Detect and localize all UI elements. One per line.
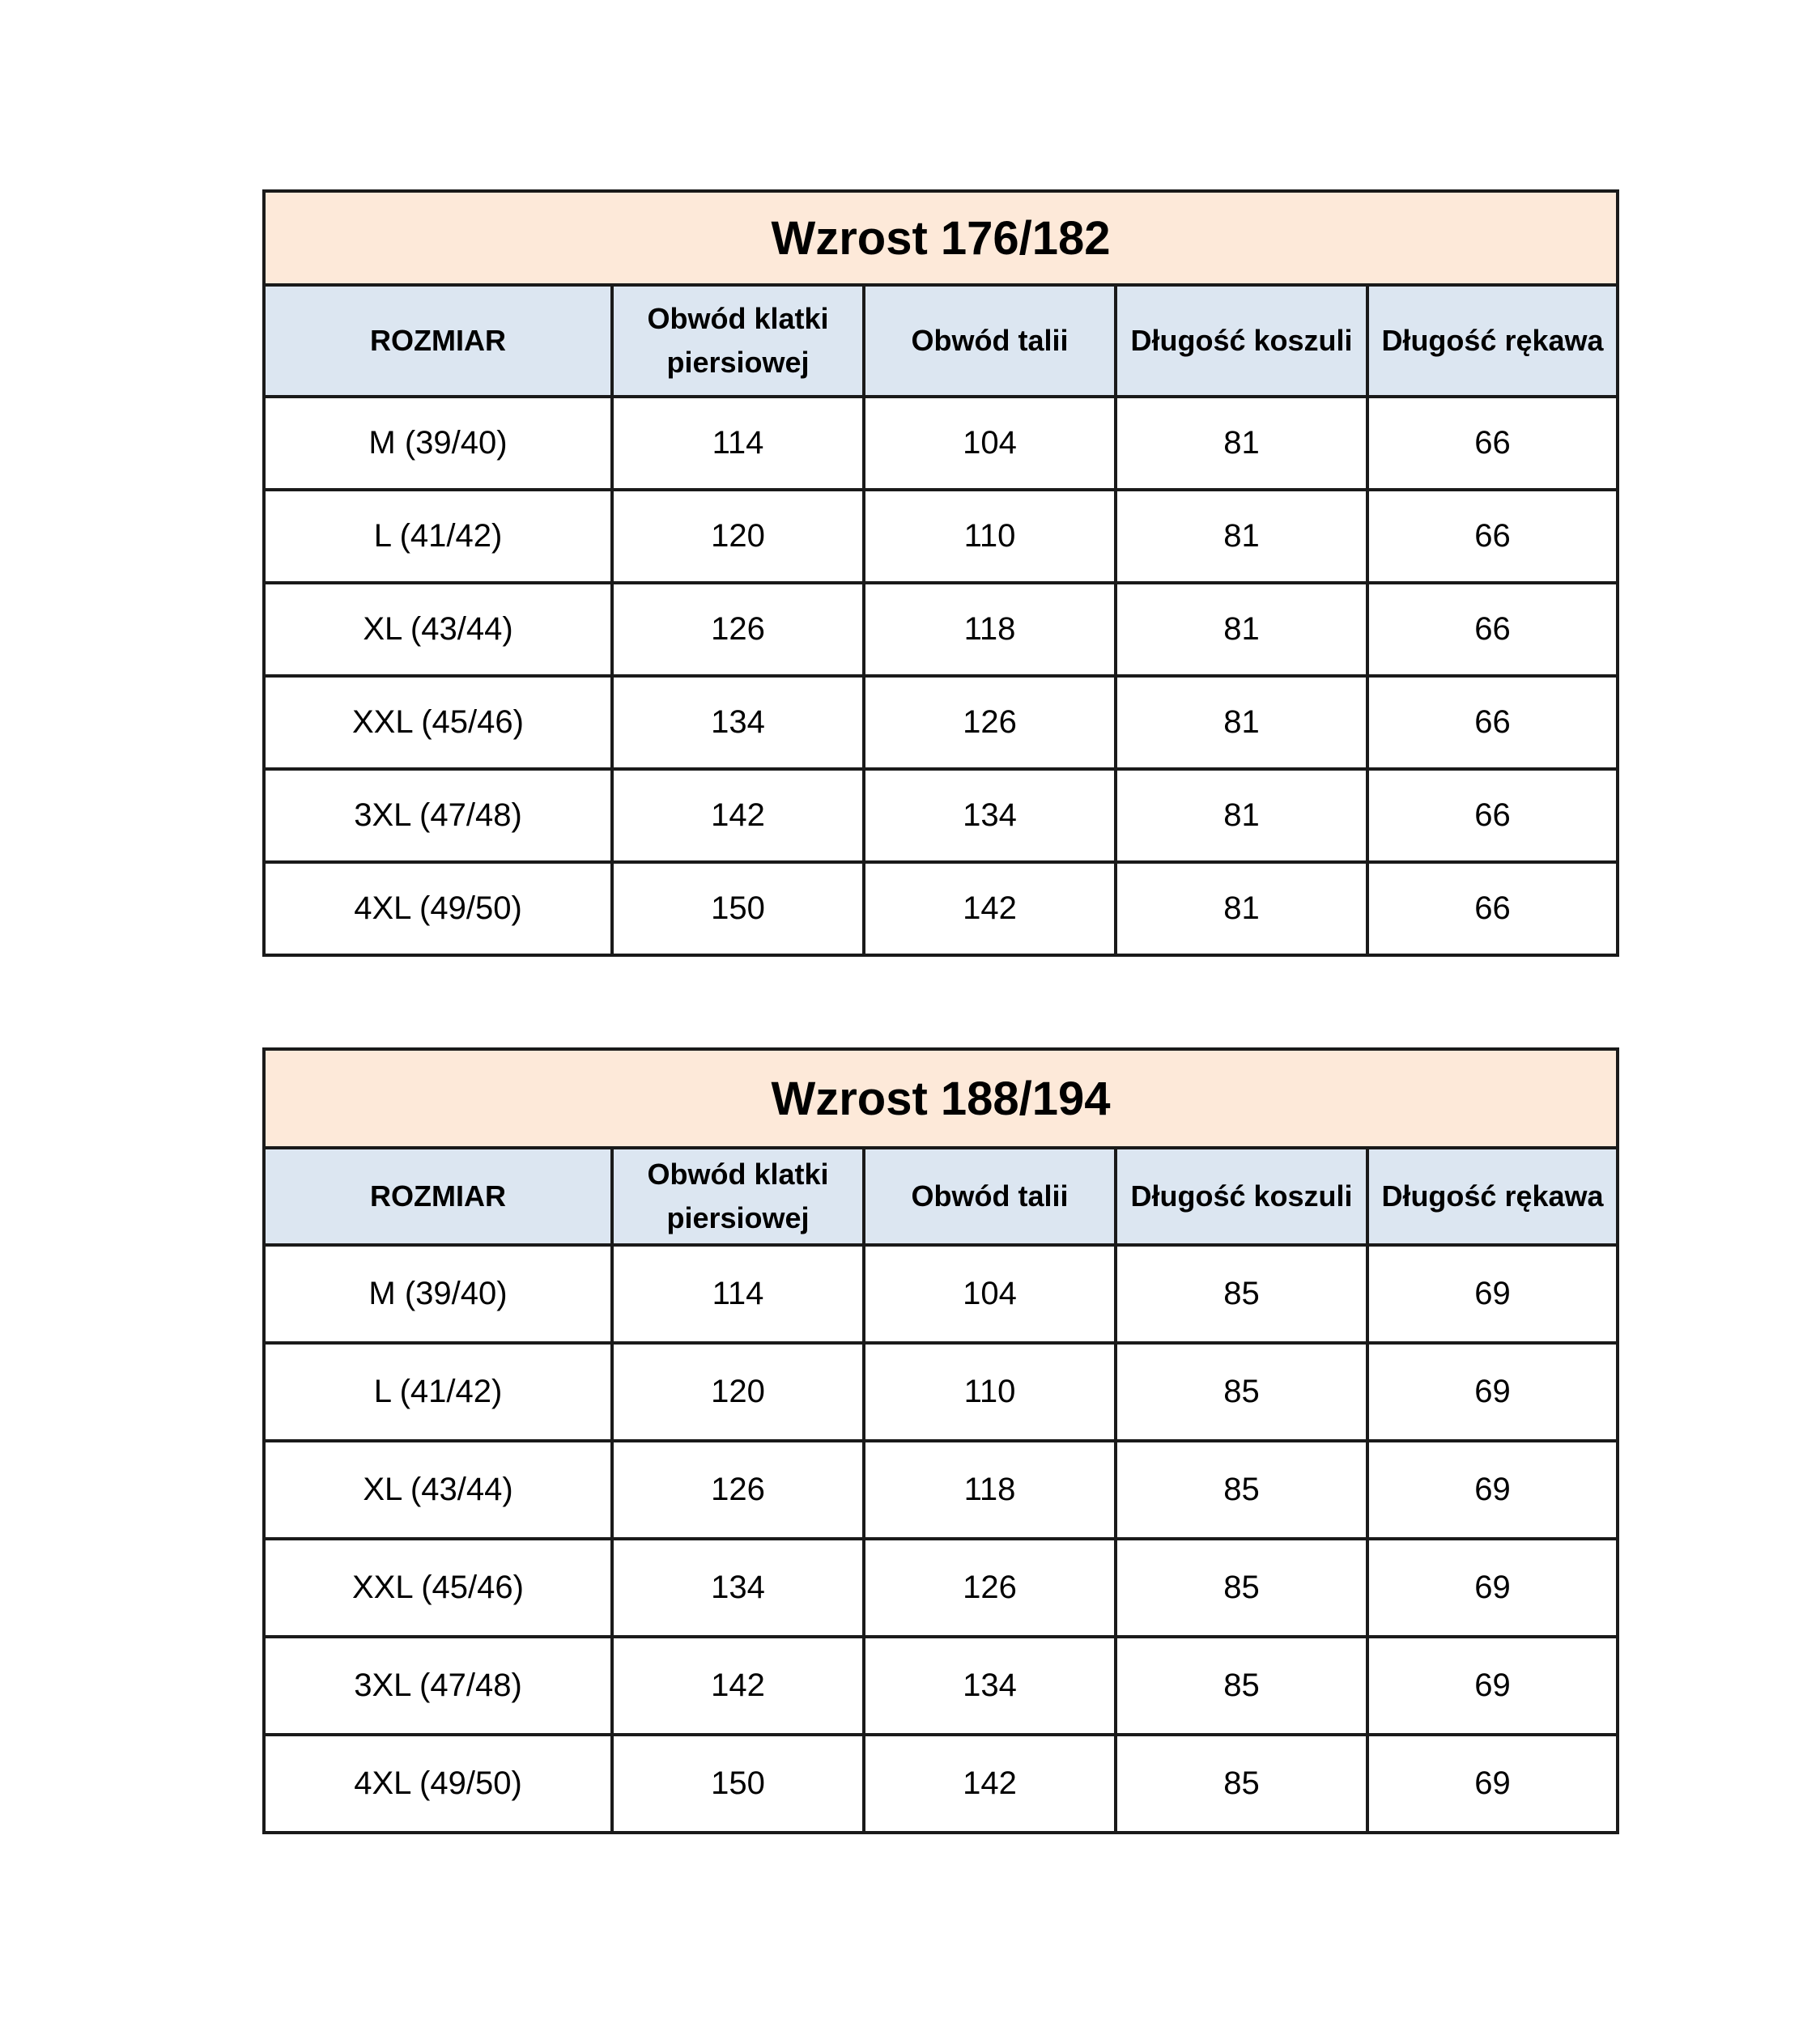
- header-chest: Obwód klatki piersiowej: [612, 285, 864, 397]
- table-title: Wzrost 188/194: [264, 1049, 1618, 1148]
- cell-shirt-length: 81: [1116, 397, 1367, 490]
- cell-size: XXL (45/46): [264, 676, 612, 769]
- table-row: [264, 1245, 1618, 1343]
- table-row: [264, 397, 1618, 490]
- cell-sleeve-length: 66: [1367, 676, 1618, 769]
- cell-shirt-length: 81: [1116, 676, 1367, 769]
- cell-shirt-length: 85: [1116, 1245, 1367, 1343]
- cell-chest: 142: [612, 769, 864, 862]
- cell-sleeve-length: 69: [1367, 1343, 1618, 1441]
- table-row: [264, 1637, 1618, 1735]
- table-row: [264, 769, 1618, 862]
- table-row: [264, 676, 1618, 769]
- cell-sleeve-length: 66: [1367, 769, 1618, 862]
- cell-waist: 104: [864, 397, 1116, 490]
- header-waist: Obwód talii: [864, 1148, 1116, 1245]
- cell-shirt-length: 81: [1116, 583, 1367, 676]
- header-size: ROZMIAR: [264, 285, 612, 397]
- cell-sleeve-length: 66: [1367, 490, 1618, 583]
- cell-waist: 134: [864, 769, 1116, 862]
- table-row: [264, 490, 1618, 583]
- table-row: [264, 1441, 1618, 1539]
- table-header-row: [264, 1148, 1618, 1245]
- cell-sleeve-length: 66: [1367, 397, 1618, 490]
- cell-chest: 114: [612, 1245, 864, 1343]
- cell-shirt-length: 81: [1116, 862, 1367, 955]
- cell-waist: 110: [864, 1343, 1116, 1441]
- cell-sleeve-length: 69: [1367, 1539, 1618, 1637]
- header-size: ROZMIAR: [264, 1148, 612, 1245]
- cell-size: M (39/40): [264, 1245, 612, 1343]
- table-row: [264, 1343, 1618, 1441]
- cell-shirt-length: 81: [1116, 490, 1367, 583]
- cell-chest: 150: [612, 862, 864, 955]
- header-shirt-length: Długość koszuli: [1116, 285, 1367, 397]
- table-row: [264, 583, 1618, 676]
- table-title: Wzrost 176/182: [264, 191, 1618, 285]
- cell-waist: 118: [864, 1441, 1116, 1539]
- cell-chest: 150: [612, 1735, 864, 1833]
- table-title-row: [264, 1049, 1618, 1148]
- cell-shirt-length: 85: [1116, 1539, 1367, 1637]
- cell-chest: 120: [612, 1343, 864, 1441]
- size-table-188-194: [262, 1047, 1619, 1834]
- cell-chest: 126: [612, 1441, 864, 1539]
- header-chest: Obwód klatki piersiowej: [612, 1148, 864, 1245]
- cell-shirt-length: 81: [1116, 769, 1367, 862]
- cell-waist: 110: [864, 490, 1116, 583]
- cell-size: 4XL (49/50): [264, 1735, 612, 1833]
- cell-size: 4XL (49/50): [264, 862, 612, 955]
- header-shirt-length: Długość koszuli: [1116, 1148, 1367, 1245]
- cell-size: 3XL (47/48): [264, 769, 612, 862]
- header-waist: Obwód talii: [864, 285, 1116, 397]
- cell-chest: 134: [612, 1539, 864, 1637]
- cell-chest: 120: [612, 490, 864, 583]
- table-row: [264, 1735, 1618, 1833]
- cell-sleeve-length: 66: [1367, 862, 1618, 955]
- table-header-row: [264, 285, 1618, 397]
- cell-size: M (39/40): [264, 397, 612, 490]
- cell-waist: 126: [864, 676, 1116, 769]
- cell-shirt-length: 85: [1116, 1637, 1367, 1735]
- cell-waist: 104: [864, 1245, 1116, 1343]
- table-row: [264, 862, 1618, 955]
- cell-sleeve-length: 69: [1367, 1441, 1618, 1539]
- cell-waist: 142: [864, 1735, 1116, 1833]
- cell-chest: 126: [612, 583, 864, 676]
- header-sleeve-length: Długość rękawa: [1367, 285, 1618, 397]
- table-row: [264, 1539, 1618, 1637]
- cell-sleeve-length: 69: [1367, 1637, 1618, 1735]
- cell-size: L (41/42): [264, 1343, 612, 1441]
- cell-shirt-length: 85: [1116, 1735, 1367, 1833]
- size-table-176-182: [262, 189, 1619, 957]
- header-sleeve-length: Długość rękawa: [1367, 1148, 1618, 1245]
- cell-size: L (41/42): [264, 490, 612, 583]
- cell-size: XL (43/44): [264, 583, 612, 676]
- cell-chest: 142: [612, 1637, 864, 1735]
- cell-chest: 114: [612, 397, 864, 490]
- cell-waist: 126: [864, 1539, 1116, 1637]
- cell-waist: 142: [864, 862, 1116, 955]
- cell-sleeve-length: 69: [1367, 1735, 1618, 1833]
- cell-size: XL (43/44): [264, 1441, 612, 1539]
- cell-sleeve-length: 69: [1367, 1245, 1618, 1343]
- cell-size: XXL (45/46): [264, 1539, 612, 1637]
- cell-sleeve-length: 66: [1367, 583, 1618, 676]
- cell-chest: 134: [612, 676, 864, 769]
- cell-shirt-length: 85: [1116, 1343, 1367, 1441]
- cell-shirt-length: 85: [1116, 1441, 1367, 1539]
- cell-size: 3XL (47/48): [264, 1637, 612, 1735]
- cell-waist: 118: [864, 583, 1116, 676]
- table-title-row: [264, 191, 1618, 285]
- cell-waist: 134: [864, 1637, 1116, 1735]
